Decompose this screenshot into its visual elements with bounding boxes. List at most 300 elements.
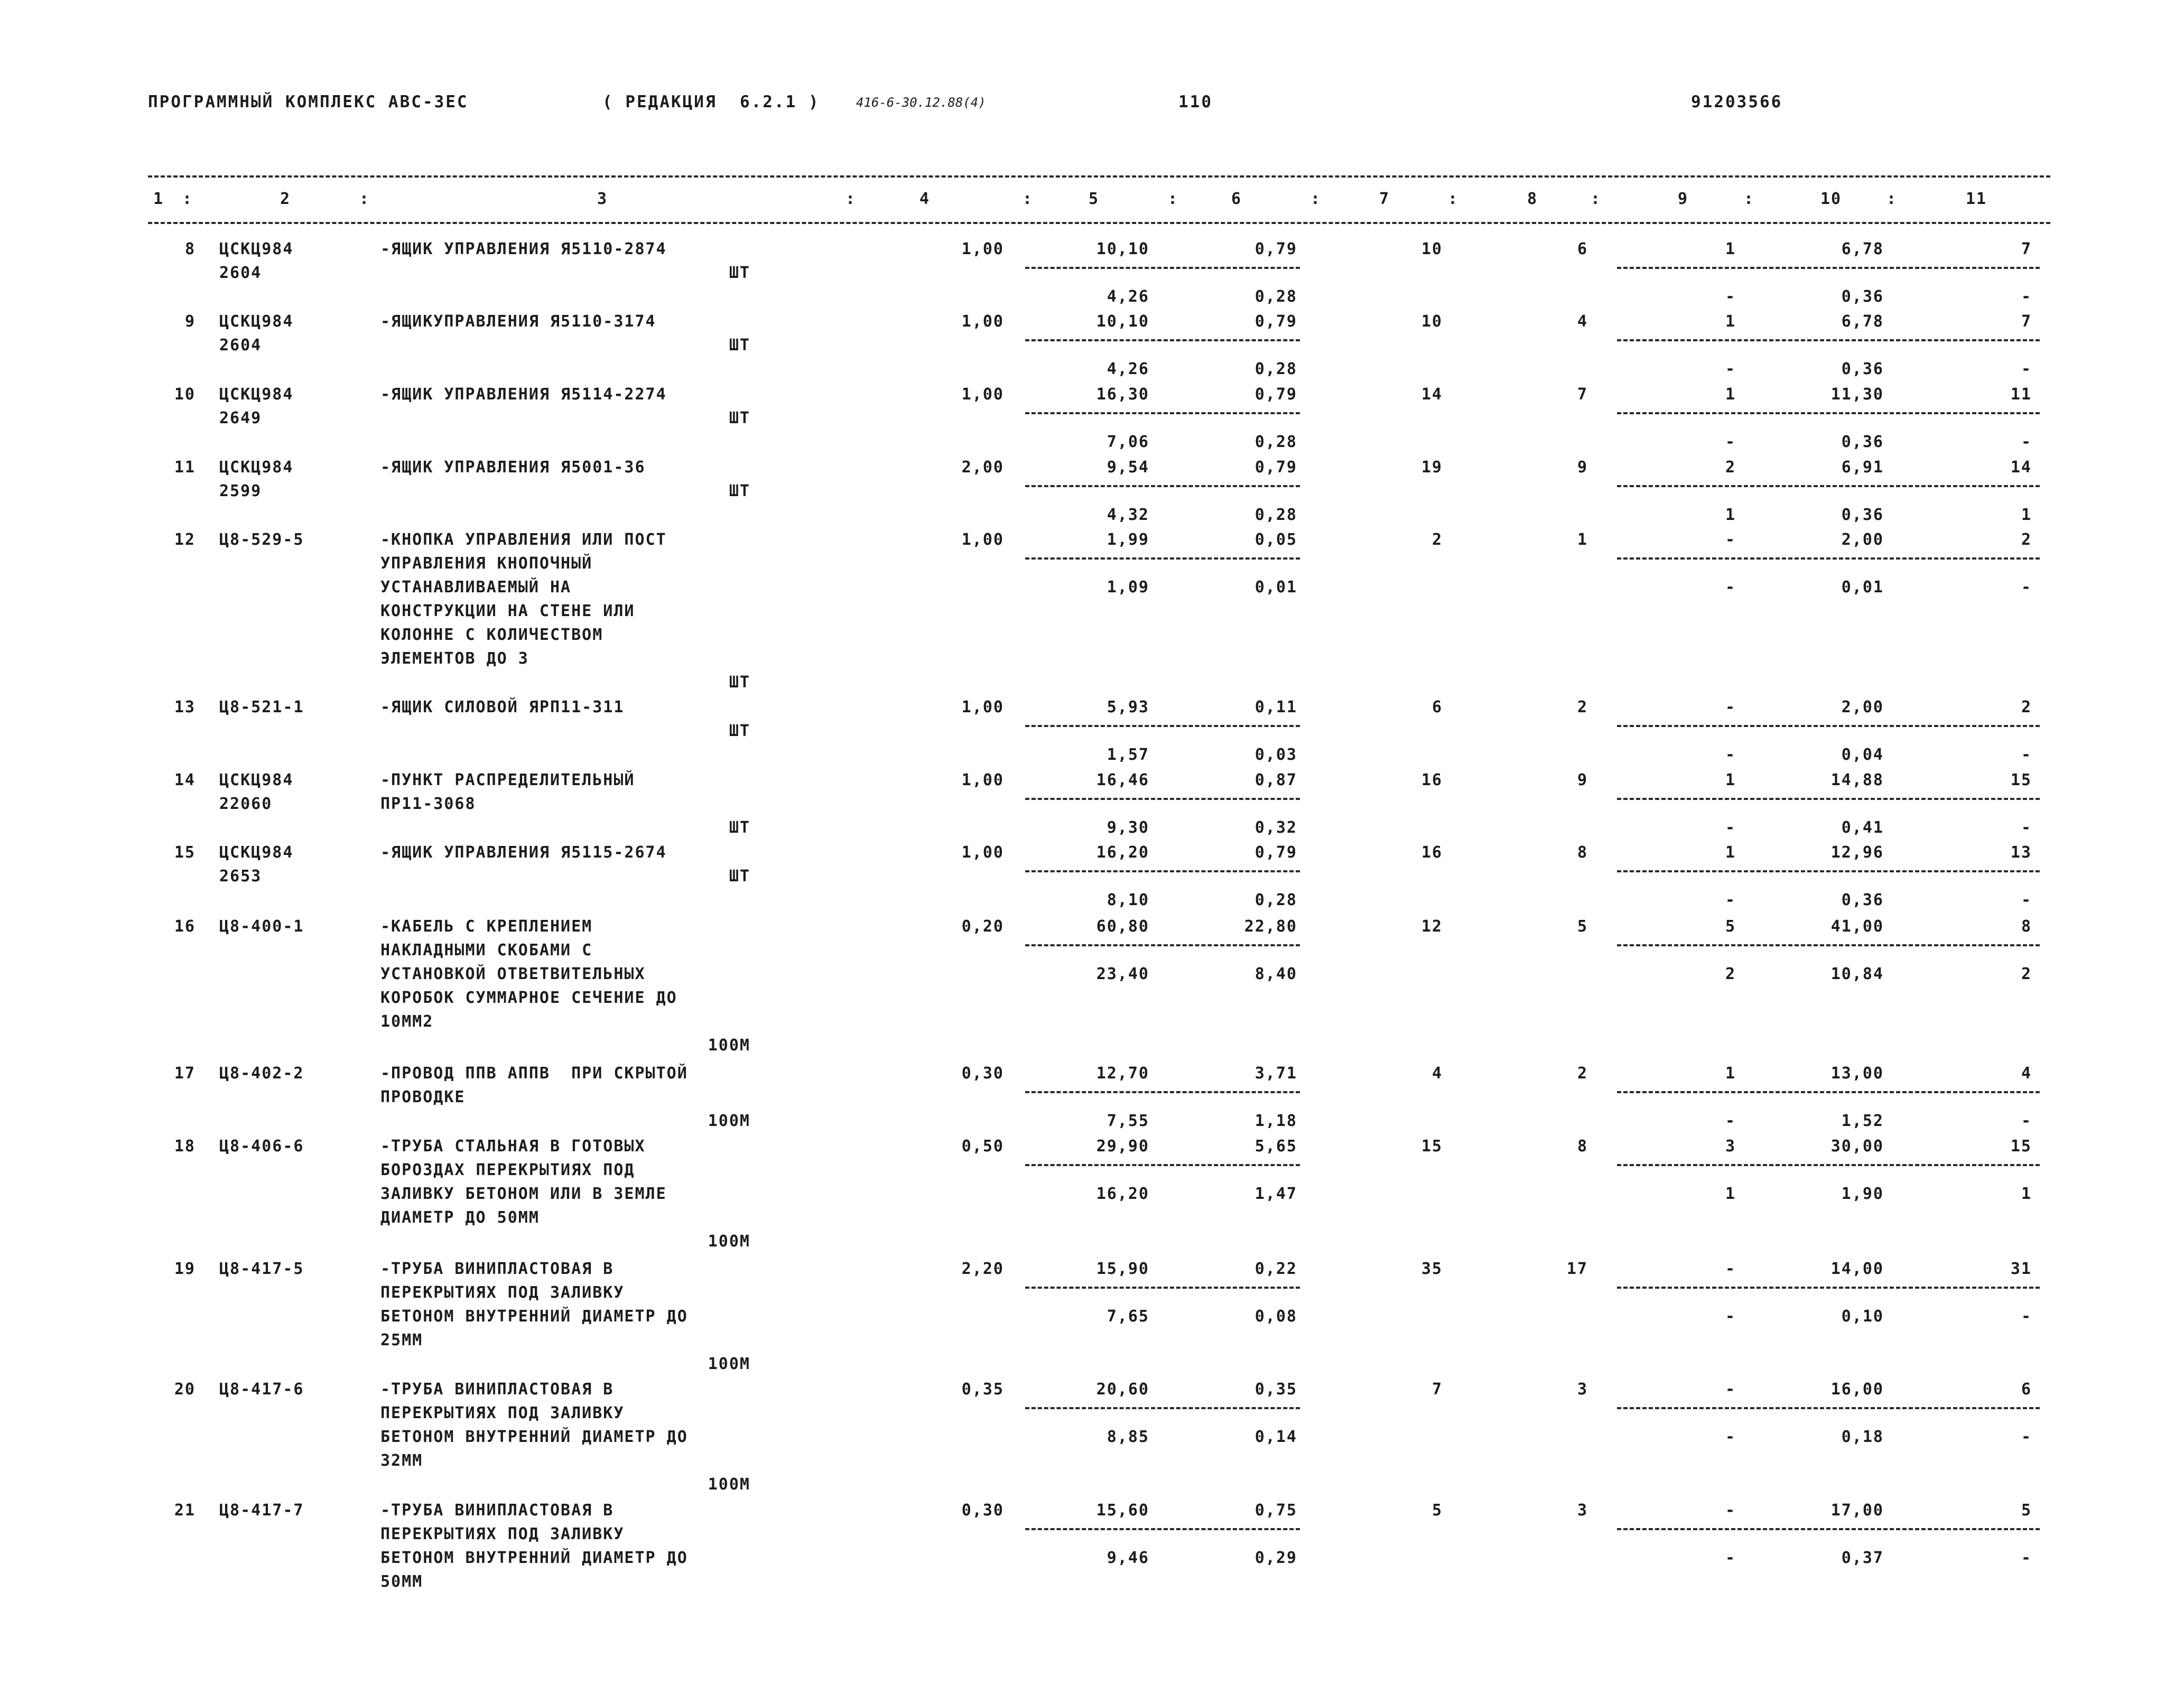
row-description: ПРОВОДКЕ bbox=[380, 1088, 466, 1106]
program-title: ПРОГРАММНЫЙ КОМПЛЕКС АВС-3ЕС bbox=[148, 92, 469, 111]
cell-col10-secondary: 0,01 bbox=[1841, 578, 1884, 597]
cell-col8: 4 bbox=[1577, 312, 1588, 331]
row-description: -ТРУБА ВИНИПЛАСТОВАЯ В bbox=[380, 1260, 614, 1278]
cell-col10-secondary: 0,36 bbox=[1841, 891, 1884, 909]
column-header: 7 bbox=[1379, 190, 1390, 208]
cell-col9: 1 bbox=[1725, 1064, 1736, 1083]
cell-col5: 10,10 bbox=[1096, 312, 1149, 331]
cell-col4: 1,00 bbox=[961, 698, 1004, 716]
row-code: 2604 bbox=[219, 336, 262, 355]
column-header: 5 bbox=[1089, 190, 1100, 208]
cell-col11-secondary: - bbox=[2021, 1549, 2032, 1567]
cell-col9: 5 bbox=[1725, 917, 1736, 936]
cell-col6: 0,05 bbox=[1254, 530, 1297, 549]
cell-divider bbox=[1617, 870, 2040, 872]
cell-col4: 1,00 bbox=[961, 530, 1004, 549]
row-description: КОЛОННЕ С КОЛИЧЕСТВОМ bbox=[380, 626, 603, 644]
cell-col11-secondary: - bbox=[2021, 360, 2032, 378]
row-description: УСТАНОВКОЙ ОТВЕТВИТЕЛЬНЫХ bbox=[380, 965, 646, 983]
cell-col5: 10,10 bbox=[1096, 240, 1149, 258]
row-unit: ШТ bbox=[729, 264, 750, 282]
cell-col7: 10 bbox=[1421, 240, 1443, 258]
cell-col11: 6 bbox=[2021, 1380, 2032, 1399]
cell-col5: 5,93 bbox=[1107, 698, 1149, 716]
cell-col5-secondary: 7,65 bbox=[1107, 1307, 1149, 1326]
row-description: УСТАНАВЛИВАЕМЫЙ НА bbox=[380, 578, 572, 597]
column-header: 2 bbox=[280, 190, 291, 208]
cell-col11-secondary: - bbox=[2021, 891, 2032, 909]
cell-col10-secondary: 0,37 bbox=[1841, 1549, 1884, 1567]
row-description: БЕТОНОМ ВНУТРЕННИЙ ДИАМЕТР ДО bbox=[380, 1549, 688, 1567]
column-header: : bbox=[1168, 190, 1179, 208]
cell-col6-secondary: 0,29 bbox=[1254, 1549, 1297, 1567]
cell-col10-secondary: 0,18 bbox=[1841, 1428, 1884, 1446]
table-header-rule bbox=[148, 222, 2050, 224]
cell-col10-secondary: 0,41 bbox=[1841, 818, 1884, 837]
cell-col8: 2 bbox=[1577, 698, 1588, 716]
cell-col5-secondary: 8,10 bbox=[1107, 891, 1149, 909]
cell-col6: 0,79 bbox=[1254, 458, 1297, 477]
column-header: : bbox=[182, 190, 193, 208]
row-description: ЭЛЕМЕНТОВ ДО 3 bbox=[380, 649, 529, 668]
row-description: БЕТОНОМ ВНУТРЕННИЙ ДИАМЕТР ДО bbox=[380, 1307, 688, 1326]
row-description: НАКЛАДНЫМИ СКОБАМИ С bbox=[380, 941, 593, 960]
cell-divider bbox=[1025, 1407, 1300, 1409]
row-description: -ПРОВОД ППВ АППВ ПРИ СКРЫТОЙ bbox=[380, 1064, 688, 1083]
row-code: ЦСКЦ984 bbox=[219, 312, 294, 331]
cell-col6: 0,87 bbox=[1254, 771, 1297, 789]
row-number: 19 bbox=[174, 1260, 196, 1278]
cell-col11-secondary: - bbox=[2021, 578, 2032, 597]
cell-col5-secondary: 1,57 bbox=[1107, 746, 1149, 764]
row-number: 21 bbox=[174, 1501, 196, 1520]
cell-col9-secondary: - bbox=[1725, 818, 1736, 837]
cell-col11: 31 bbox=[2010, 1260, 2032, 1278]
cell-col11-secondary: - bbox=[2021, 1307, 2032, 1326]
cell-col8: 9 bbox=[1577, 458, 1588, 477]
edition-label: ( РЕДАКЦИЯ 6.2.1 ) bbox=[602, 92, 820, 111]
row-code: 22060 bbox=[219, 795, 273, 813]
cell-col10: 6,91 bbox=[1841, 458, 1884, 477]
cell-col5: 29,90 bbox=[1096, 1137, 1149, 1156]
cell-col8: 5 bbox=[1577, 917, 1588, 936]
cell-divider bbox=[1617, 485, 2040, 487]
cell-divider bbox=[1025, 870, 1300, 872]
cell-divider bbox=[1025, 267, 1300, 269]
cell-col5: 15,90 bbox=[1096, 1260, 1149, 1278]
cell-col5-secondary: 4,26 bbox=[1107, 287, 1149, 306]
cell-col10: 12,96 bbox=[1830, 843, 1884, 862]
cell-col5: 15,60 bbox=[1096, 1501, 1149, 1520]
cell-col10: 16,00 bbox=[1830, 1380, 1884, 1399]
row-number: 8 bbox=[184, 240, 196, 258]
cell-col4: 1,00 bbox=[961, 771, 1004, 789]
cell-col6: 3,71 bbox=[1254, 1064, 1297, 1083]
cell-col6: 22,80 bbox=[1244, 917, 1297, 936]
cell-col5-secondary: 4,32 bbox=[1107, 506, 1149, 524]
cell-col4: 0,30 bbox=[961, 1501, 1004, 1520]
cell-col6-secondary: 0,28 bbox=[1254, 360, 1297, 378]
cell-divider bbox=[1617, 412, 2040, 414]
row-code: 2599 bbox=[219, 482, 262, 500]
cell-divider bbox=[1025, 798, 1300, 800]
document-number: 91203566 bbox=[1691, 92, 1783, 111]
cell-col9: - bbox=[1725, 1380, 1736, 1399]
cell-col11: 11 bbox=[2010, 385, 2032, 404]
cell-col11: 2 bbox=[2021, 698, 2032, 716]
cell-col9-secondary: - bbox=[1725, 1307, 1736, 1326]
cell-col8: 8 bbox=[1577, 1137, 1588, 1156]
cell-col8: 3 bbox=[1577, 1501, 1588, 1520]
cell-col5-secondary: 7,06 bbox=[1107, 433, 1149, 451]
cell-col4: 2,20 bbox=[961, 1260, 1004, 1278]
cell-col4: 1,00 bbox=[961, 385, 1004, 404]
column-header: : bbox=[1023, 190, 1034, 208]
cell-col10: 30,00 bbox=[1830, 1137, 1884, 1156]
cell-col5: 1,99 bbox=[1107, 530, 1149, 549]
cell-divider bbox=[1025, 412, 1300, 414]
cell-col7: 35 bbox=[1421, 1260, 1443, 1278]
cell-col10: 13,00 bbox=[1830, 1064, 1884, 1083]
cell-divider bbox=[1617, 1091, 2040, 1093]
cell-col11-secondary: 2 bbox=[2021, 965, 2032, 983]
cell-col11: 2 bbox=[2021, 530, 2032, 549]
row-description: БОРОЗДАХ ПЕРЕКРЫТИЯХ ПОД bbox=[380, 1161, 635, 1179]
row-number: 13 bbox=[174, 698, 196, 716]
cell-col6-secondary: 0,03 bbox=[1254, 746, 1297, 764]
cell-divider bbox=[1617, 944, 2040, 946]
row-description: -ТРУБА ВИНИПЛАСТОВАЯ В bbox=[380, 1380, 614, 1399]
cell-col9-secondary: - bbox=[1725, 1112, 1736, 1130]
cell-col6: 0,22 bbox=[1254, 1260, 1297, 1278]
cell-col9: 1 bbox=[1725, 771, 1736, 789]
cell-col9: 3 bbox=[1725, 1137, 1736, 1156]
row-unit: ШТ bbox=[729, 336, 750, 355]
row-number: 20 bbox=[174, 1380, 196, 1399]
cell-col9: 1 bbox=[1725, 240, 1736, 258]
column-header: : bbox=[1744, 190, 1755, 208]
column-header: : bbox=[1311, 190, 1322, 208]
cell-col11-secondary: - bbox=[2021, 746, 2032, 764]
row-code: 2653 bbox=[219, 867, 262, 886]
cell-col9: - bbox=[1725, 698, 1736, 716]
page-number: 110 bbox=[1178, 92, 1213, 111]
row-description: КОРОБОК СУММАРНОЕ СЕЧЕНИЕ ДО bbox=[380, 989, 677, 1007]
cell-col10: 2,00 bbox=[1841, 530, 1884, 549]
cell-col11: 7 bbox=[2021, 312, 2032, 331]
cell-col5: 16,46 bbox=[1096, 771, 1149, 789]
cell-col6-secondary: 8,40 bbox=[1254, 965, 1297, 983]
cell-col5: 16,30 bbox=[1096, 385, 1149, 404]
row-unit: 100М bbox=[708, 1036, 750, 1055]
cell-col5-secondary: 23,40 bbox=[1096, 965, 1149, 983]
cell-col4: 2,00 bbox=[961, 458, 1004, 477]
column-header: : bbox=[1591, 190, 1602, 208]
row-number: 11 bbox=[174, 458, 196, 477]
cell-col8: 3 bbox=[1577, 1380, 1588, 1399]
cell-col7: 7 bbox=[1432, 1380, 1443, 1399]
cell-col9: - bbox=[1725, 1260, 1736, 1278]
cell-col6: 0,79 bbox=[1254, 240, 1297, 258]
cell-col7: 6 bbox=[1432, 698, 1443, 716]
cell-col6: 0,75 bbox=[1254, 1501, 1297, 1520]
row-unit: ШТ bbox=[729, 673, 750, 692]
cell-col9-secondary: 1 bbox=[1725, 506, 1736, 524]
row-description: -ЯЩИК УПРАВЛЕНИЯ Я5001-36 bbox=[380, 458, 646, 477]
cell-col11-secondary: - bbox=[2021, 818, 2032, 837]
row-code: Ц8-400-1 bbox=[219, 917, 304, 936]
cell-col11-secondary: - bbox=[2021, 287, 2032, 306]
row-number: 9 bbox=[184, 312, 196, 331]
cell-col11: 15 bbox=[2010, 771, 2032, 789]
row-description: -ЯЩИК УПРАВЛЕНИЯ Я5114-2274 bbox=[380, 385, 667, 404]
row-description: ПР11-3068 bbox=[380, 795, 476, 813]
cell-col9: 1 bbox=[1725, 843, 1736, 862]
row-description: -ПУНКТ РАСПРЕДЕЛИТЕЛЬНЫЙ bbox=[380, 771, 635, 789]
handwritten-note: 416-6-30.12.88(4) bbox=[856, 95, 986, 110]
cell-col7: 2 bbox=[1432, 530, 1443, 549]
row-code: ЦСКЦ984 bbox=[219, 458, 294, 477]
cell-col4: 1,00 bbox=[961, 843, 1004, 862]
cell-col5-secondary: 7,55 bbox=[1107, 1112, 1149, 1130]
cell-col10-secondary: 0,36 bbox=[1841, 360, 1884, 378]
cell-col6-secondary: 1,18 bbox=[1254, 1112, 1297, 1130]
cell-divider bbox=[1025, 485, 1300, 487]
row-code: ЦСКЦ984 bbox=[219, 771, 294, 789]
column-header: 9 bbox=[1678, 190, 1689, 208]
cell-col9: - bbox=[1725, 530, 1736, 549]
cell-col8: 1 bbox=[1577, 530, 1588, 549]
cell-col5: 60,80 bbox=[1096, 917, 1149, 936]
cell-col11-secondary: - bbox=[2021, 433, 2032, 451]
cell-col4: 0,30 bbox=[961, 1064, 1004, 1083]
cell-col10-secondary: 1,52 bbox=[1841, 1112, 1884, 1130]
cell-divider bbox=[1617, 1287, 2040, 1289]
table-top-rule bbox=[148, 175, 2050, 178]
column-header: : bbox=[845, 190, 857, 208]
cell-col6-secondary: 0,01 bbox=[1254, 578, 1297, 597]
cell-col6: 0,11 bbox=[1254, 698, 1297, 716]
row-description: -ТРУБА СТАЛЬНАЯ В ГОТОВЫХ bbox=[380, 1137, 646, 1156]
row-description: 10ММ2 bbox=[380, 1012, 434, 1031]
cell-col7: 10 bbox=[1421, 312, 1443, 331]
cell-col10-secondary: 0,36 bbox=[1841, 287, 1884, 306]
cell-col7: 19 bbox=[1421, 458, 1443, 477]
cell-col11: 14 bbox=[2010, 458, 2032, 477]
cell-col6: 0,35 bbox=[1254, 1380, 1297, 1399]
row-description: ЗАЛИВКУ БЕТОНОМ ИЛИ В ЗЕМЛЕ bbox=[380, 1185, 667, 1203]
cell-col9-secondary: - bbox=[1725, 360, 1736, 378]
row-unit: ШТ bbox=[729, 867, 750, 886]
cell-divider bbox=[1025, 1164, 1300, 1166]
cell-col11: 4 bbox=[2021, 1064, 2032, 1083]
row-code: ЦСКЦ984 bbox=[219, 843, 294, 862]
row-description: -ЯЩИК УПРАВЛЕНИЯ Я5110-2874 bbox=[380, 240, 667, 258]
cell-col6-secondary: 0,14 bbox=[1254, 1428, 1297, 1446]
column-header: 1 bbox=[153, 190, 164, 208]
cell-col7: 5 bbox=[1432, 1501, 1443, 1520]
cell-divider bbox=[1025, 1091, 1300, 1093]
row-code: Ц8-406-6 bbox=[219, 1137, 304, 1156]
row-code: 2604 bbox=[219, 264, 262, 282]
cell-col9-secondary: - bbox=[1725, 287, 1736, 306]
cell-col11: 15 bbox=[2010, 1137, 2032, 1156]
cell-col4: 0,50 bbox=[961, 1137, 1004, 1156]
cell-divider bbox=[1617, 267, 2040, 269]
row-code: ЦСКЦ984 bbox=[219, 240, 294, 258]
cell-col5: 9,54 bbox=[1107, 458, 1149, 477]
row-description: ПЕРЕКРЫТИЯХ ПОД ЗАЛИВКУ bbox=[380, 1404, 625, 1422]
cell-col6: 0,79 bbox=[1254, 843, 1297, 862]
column-header: : bbox=[1886, 190, 1898, 208]
cell-col11-secondary: - bbox=[2021, 1428, 2032, 1446]
row-description: БЕТОНОМ ВНУТРЕННИЙ ДИАМЕТР ДО bbox=[380, 1428, 688, 1446]
cell-col6: 0,79 bbox=[1254, 312, 1297, 331]
cell-col7: 15 bbox=[1421, 1137, 1443, 1156]
cell-col4: 1,00 bbox=[961, 312, 1004, 331]
cell-col11-secondary: 1 bbox=[2021, 1185, 2032, 1203]
cell-divider bbox=[1617, 1528, 2040, 1530]
cell-col8: 17 bbox=[1566, 1260, 1588, 1278]
column-header: 6 bbox=[1231, 190, 1242, 208]
column-header: 3 bbox=[597, 190, 608, 208]
cell-col11: 8 bbox=[2021, 917, 2032, 936]
cell-col9: - bbox=[1725, 1501, 1736, 1520]
cell-col6-secondary: 0,28 bbox=[1254, 433, 1297, 451]
row-unit: 100М bbox=[708, 1355, 750, 1373]
cell-divider bbox=[1025, 339, 1300, 341]
column-header: : bbox=[1448, 190, 1459, 208]
row-number: 15 bbox=[174, 843, 196, 862]
cell-col10: 11,30 bbox=[1830, 385, 1884, 404]
cell-divider bbox=[1617, 1407, 2040, 1409]
cell-col9-secondary: - bbox=[1725, 578, 1736, 597]
cell-col5-secondary: 9,46 bbox=[1107, 1549, 1149, 1567]
cell-col4: 0,35 bbox=[961, 1380, 1004, 1399]
column-header: 11 bbox=[1966, 190, 1987, 208]
row-unit: 100М bbox=[708, 1232, 750, 1251]
cell-divider bbox=[1025, 557, 1300, 560]
row-description: ПЕРЕКРЫТИЯХ ПОД ЗАЛИВКУ bbox=[380, 1525, 625, 1543]
row-unit: 100М bbox=[708, 1112, 750, 1130]
cell-col5: 12,70 bbox=[1096, 1064, 1149, 1083]
row-description: ДИАМЕТР ДО 50ММ bbox=[380, 1208, 540, 1227]
row-code: ЦСКЦ984 bbox=[219, 385, 294, 404]
row-description: ПЕРЕКРЫТИЯХ ПОД ЗАЛИВКУ bbox=[380, 1283, 625, 1302]
cell-col10-secondary: 1,90 bbox=[1841, 1185, 1884, 1203]
cell-col5-secondary: 1,09 bbox=[1107, 578, 1149, 597]
cell-col5-secondary: 16,20 bbox=[1096, 1185, 1149, 1203]
column-header: 4 bbox=[919, 190, 931, 208]
cell-divider bbox=[1025, 944, 1300, 946]
cell-divider bbox=[1617, 339, 2040, 341]
cell-col9: 2 bbox=[1725, 458, 1736, 477]
cell-col11: 5 bbox=[2021, 1501, 2032, 1520]
cell-col9: 1 bbox=[1725, 385, 1736, 404]
row-description: -ЯЩИКУПРАВЛЕНИЯ Я5110-3174 bbox=[380, 312, 656, 331]
cell-col9-secondary: - bbox=[1725, 1428, 1736, 1446]
cell-col5-secondary: 4,26 bbox=[1107, 360, 1149, 378]
row-description: 32ММ bbox=[380, 1451, 423, 1470]
row-number: 17 bbox=[174, 1064, 196, 1083]
row-unit: 100М bbox=[708, 1475, 750, 1494]
cell-col7: 16 bbox=[1421, 843, 1443, 862]
row-description: 50ММ bbox=[380, 1572, 423, 1591]
cell-divider bbox=[1025, 1287, 1300, 1289]
row-description: -КАБЕЛЬ С КРЕПЛЕНИЕМ bbox=[380, 917, 593, 936]
cell-col5: 16,20 bbox=[1096, 843, 1149, 862]
cell-col9: 1 bbox=[1725, 312, 1736, 331]
cell-col8: 2 bbox=[1577, 1064, 1588, 1083]
row-unit: ШТ bbox=[729, 409, 750, 427]
cell-divider bbox=[1025, 725, 1300, 727]
column-header: 8 bbox=[1527, 190, 1538, 208]
cell-col7: 12 bbox=[1421, 917, 1443, 936]
cell-col10: 14,00 bbox=[1830, 1260, 1884, 1278]
row-number: 14 bbox=[174, 771, 196, 789]
cell-col10-secondary: 10,84 bbox=[1830, 965, 1884, 983]
row-code: Ц8-417-7 bbox=[219, 1501, 304, 1520]
cell-col5-secondary: 9,30 bbox=[1107, 818, 1149, 837]
cell-col7: 4 bbox=[1432, 1064, 1443, 1083]
cell-divider bbox=[1617, 725, 2040, 727]
cell-col6: 0,79 bbox=[1254, 385, 1297, 404]
cell-col9-secondary: 1 bbox=[1725, 1185, 1736, 1203]
cell-col8: 7 bbox=[1577, 385, 1588, 404]
row-description: УПРАВЛЕНИЯ КНОПОЧНЫЙ bbox=[380, 554, 593, 573]
row-code: Ц8-417-6 bbox=[219, 1380, 304, 1399]
column-header: : bbox=[359, 190, 370, 208]
cell-col5-secondary: 8,85 bbox=[1107, 1428, 1149, 1446]
cell-col10: 6,78 bbox=[1841, 312, 1884, 331]
row-code: 2649 bbox=[219, 409, 262, 427]
row-unit: ШТ bbox=[729, 482, 750, 500]
row-description: 25ММ bbox=[380, 1331, 423, 1349]
row-number: 18 bbox=[174, 1137, 196, 1156]
cell-divider bbox=[1617, 798, 2040, 800]
row-description: -ЯЩИК УПРАВЛЕНИЯ Я5115-2674 bbox=[380, 843, 667, 862]
cell-col8: 8 bbox=[1577, 843, 1588, 862]
cell-col6-secondary: 0,28 bbox=[1254, 506, 1297, 524]
cell-col11: 13 bbox=[2010, 843, 2032, 862]
cell-col10-secondary: 0,04 bbox=[1841, 746, 1884, 764]
cell-col9-secondary: - bbox=[1725, 891, 1736, 909]
cell-col6-secondary: 0,32 bbox=[1254, 818, 1297, 837]
row-description: -ТРУБА ВИНИПЛАСТОВАЯ В bbox=[380, 1501, 614, 1520]
cell-divider bbox=[1617, 1164, 2040, 1166]
cell-col4: 1,00 bbox=[961, 240, 1004, 258]
cell-col6: 5,65 bbox=[1254, 1137, 1297, 1156]
cell-col4: 0,20 bbox=[961, 917, 1004, 936]
cell-col6-secondary: 0,28 bbox=[1254, 891, 1297, 909]
cell-col11: 7 bbox=[2021, 240, 2032, 258]
row-description: КОНСТРУКЦИИ НА СТЕНЕ ИЛИ bbox=[380, 602, 635, 620]
cell-col10: 2,00 bbox=[1841, 698, 1884, 716]
row-code: Ц8-529-5 bbox=[219, 530, 304, 549]
cell-col6-secondary: 1,47 bbox=[1254, 1185, 1297, 1203]
cell-col9-secondary: 2 bbox=[1725, 965, 1736, 983]
cell-col8: 6 bbox=[1577, 240, 1588, 258]
cell-col10-secondary: 0,36 bbox=[1841, 506, 1884, 524]
cell-col7: 16 bbox=[1421, 771, 1443, 789]
cell-col11-secondary: - bbox=[2021, 1112, 2032, 1130]
cell-col5: 20,60 bbox=[1096, 1380, 1149, 1399]
cell-col9-secondary: - bbox=[1725, 746, 1736, 764]
row-code: Ц8-402-2 bbox=[219, 1064, 304, 1083]
cell-col10-secondary: 0,36 bbox=[1841, 433, 1884, 451]
cell-divider bbox=[1617, 557, 2040, 560]
row-number: 10 bbox=[174, 385, 196, 404]
